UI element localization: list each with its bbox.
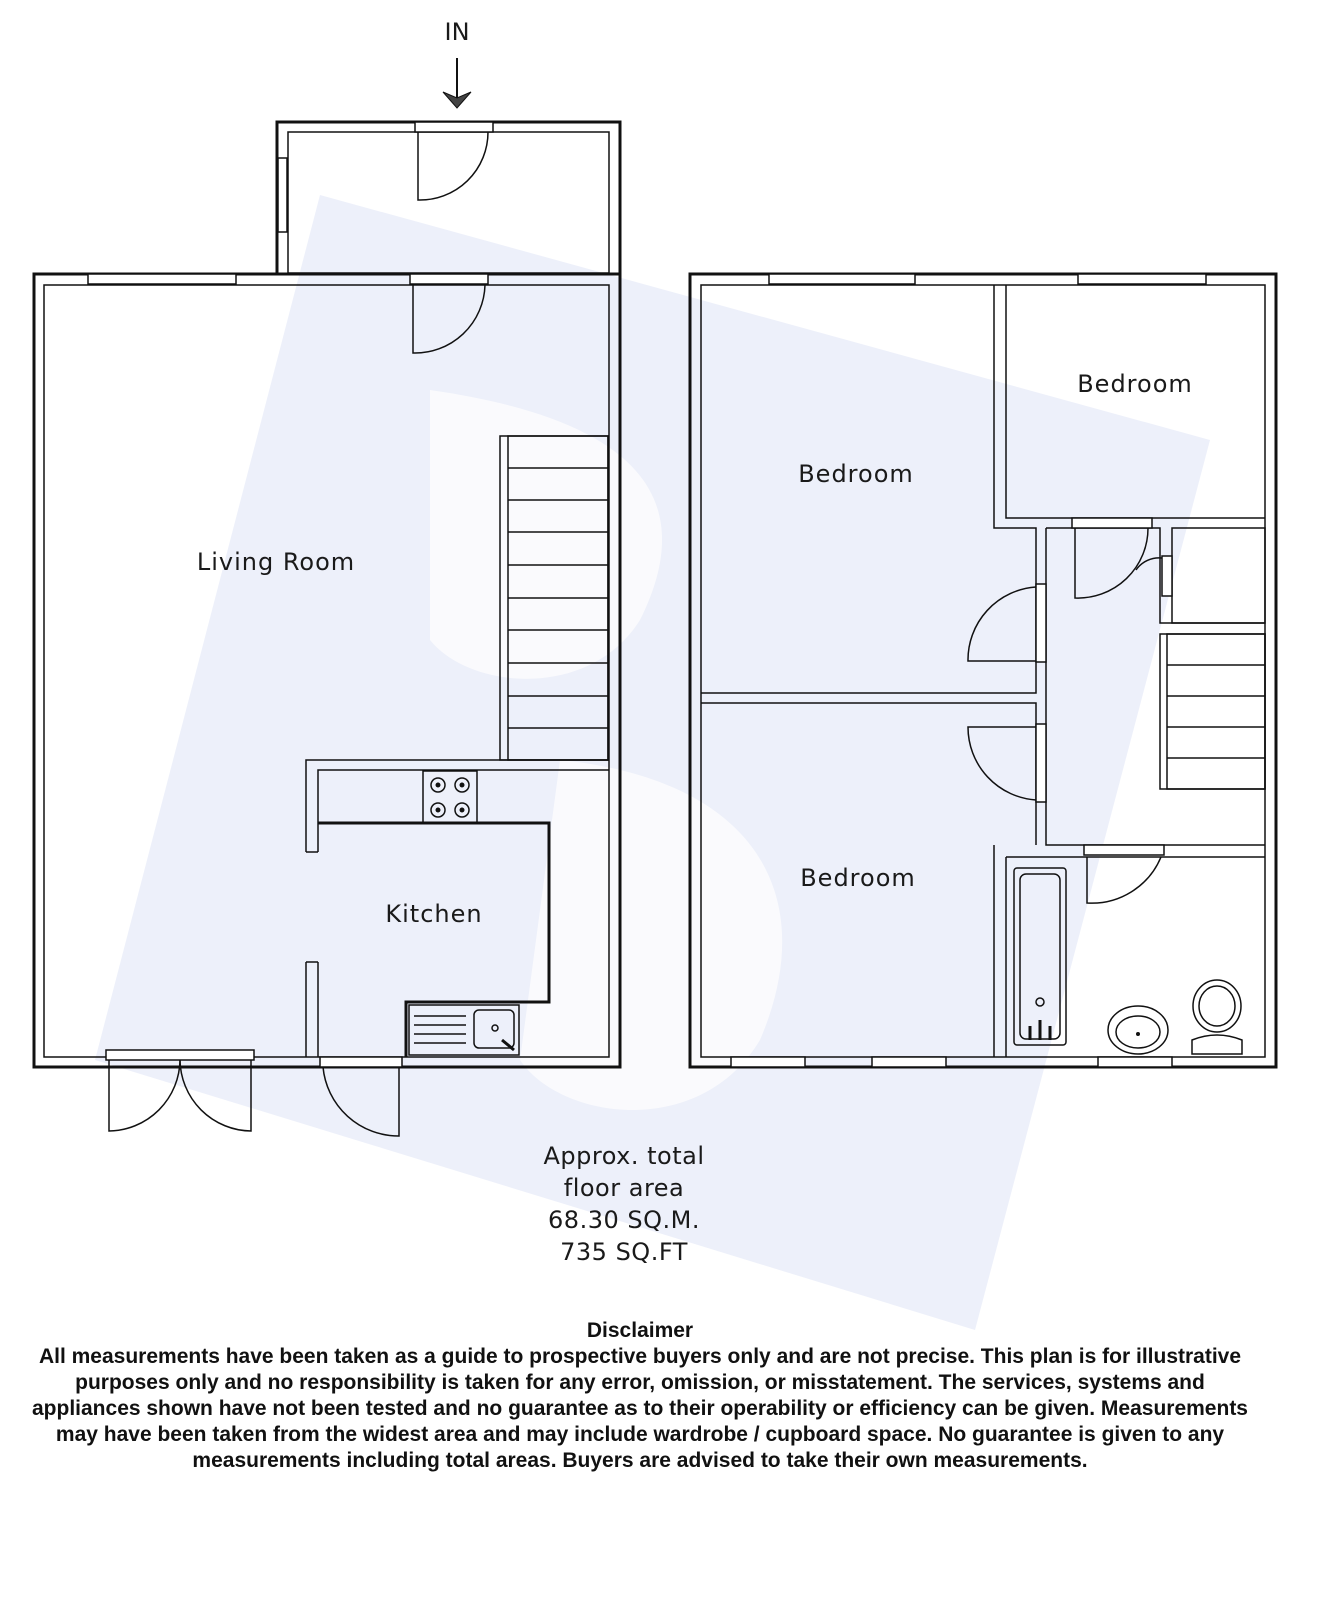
entrance-label: IN <box>444 18 470 46</box>
back-door-frame <box>320 1057 402 1067</box>
area-line-4: 735 SQ.FT <box>560 1238 688 1266</box>
bedroom-front-window <box>769 274 915 284</box>
first-staircase <box>1160 634 1265 789</box>
washbasin-icon <box>1108 1006 1168 1054</box>
entrance-arrow-icon <box>443 58 471 108</box>
bedroom-rear-window-1 <box>731 1057 805 1067</box>
disclaimer-block <box>20 1318 1260 1474</box>
bedroom-rear-window-2 <box>872 1057 946 1067</box>
front-door-frame <box>415 122 493 132</box>
area-line-1: Approx. total <box>543 1142 705 1170</box>
kitchen-label: Kitchen <box>385 900 483 928</box>
living-room-label: Living Room <box>196 548 356 576</box>
bedroom-rear-label: Bedroom <box>800 864 916 892</box>
bathroom-window <box>1098 1057 1172 1067</box>
cupboard-door-frame <box>1162 556 1172 596</box>
living-door-frame <box>410 274 488 284</box>
area-line-2: floor area <box>563 1174 685 1202</box>
area-line-3: 68.30 SQ.M. <box>548 1206 700 1234</box>
bathroom-door-swing <box>1087 857 1161 903</box>
patio-door-frame <box>106 1050 254 1060</box>
bedroom-small-door-frame <box>1072 518 1152 528</box>
bathroom-door-frame <box>1084 845 1164 855</box>
disclaimer-body: All measurements have been taken as a guide to prospective buyers only and are not precise. This plan is for illustrative purposes only and no responsibility is taken for any error, omission, or misstatement. The services, systems and appliances shown have not been tested and no guarantee as to their operability or efficiency can be given. Measurements may have been taken from the widest area and may include wardrobe / cupboard space. No guarantee is given to any measurements including total areas. Buyers are advised to take their own measurements. <box>32 1345 1248 1472</box>
disclaimer-title: Disclaimer <box>586 1319 694 1342</box>
bedroom-rear-door-frame <box>1036 724 1046 802</box>
bedroom-small-label: Bedroom <box>1077 370 1193 398</box>
airing-cupboard <box>1172 528 1265 623</box>
bedroom-front-door-frame <box>1036 584 1046 662</box>
toilet-icon <box>1192 980 1242 1054</box>
porch-side-window <box>278 158 287 232</box>
front-door-swing <box>418 132 488 200</box>
living-room-window <box>88 274 236 284</box>
bedroom-small-window <box>1078 274 1206 284</box>
bedroom-front-label: Bedroom <box>798 460 914 488</box>
